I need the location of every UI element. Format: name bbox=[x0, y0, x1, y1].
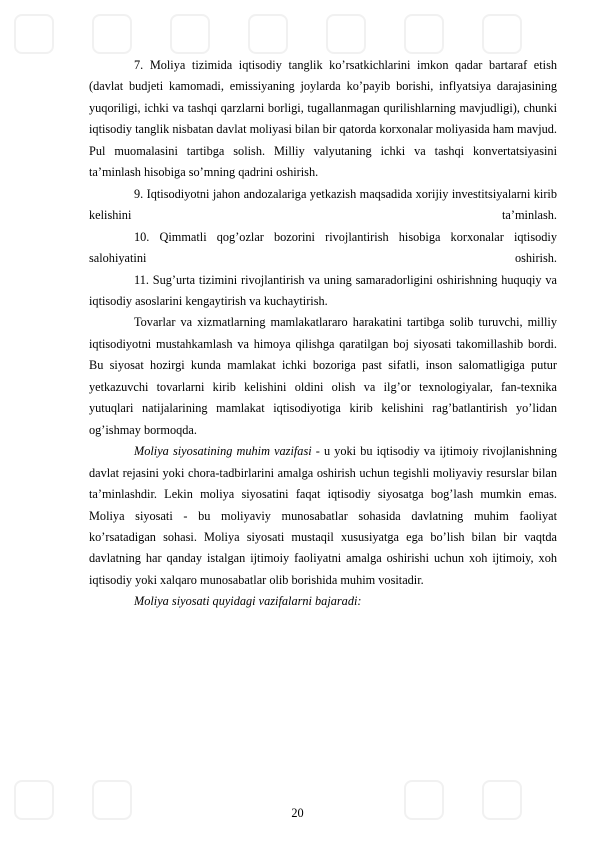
paragraph-trade-policy: Tovarlar va xizmatlarning mamlakatlararo harakatini tartibga solib turuvchi, milliy iqtisodiyotni mustahkamlash va himoya qilishga qaratilgan boj siyosati takomillashib bordi. Bu siyosat hozirgi kunda mamlakat ichki bozoriga past sifatli, inson salomatligiga putur yetkazuvchi tovarlarni kirib kelishini oldini olish va ilg’or texnologiyalar, fan-texnika yutuqlari natijalarining mamlakat iqtisodiyotiga kirib kelishini rag’batlantirish yo’lidan og’ishmay bormoqda. bbox=[89, 315, 557, 437]
page-content bbox=[89, 55, 557, 613]
watermark-mark bbox=[92, 14, 132, 54]
watermark-mark bbox=[326, 14, 366, 54]
financial-policy-term: Moliya siyosatining muhim vazifasi bbox=[134, 444, 312, 459]
paragraph-item-9: 9. Iqtisodiyotni jahon andozalariga yetkazish maqsadida xorijiy investitsiyalarni kirib kelishini ta’minlash. bbox=[89, 186, 557, 223]
paragraph-item-10: 10. Qimmatli qog’ozlar bozorini rivojlantirish hisobiga korxonalar iqtisodiy salohiyatini oshirish. bbox=[89, 229, 557, 266]
functions-heading-text: Moliya siyosati quyidagi vazifalarni bajaradi: bbox=[134, 594, 362, 609]
watermark-mark bbox=[14, 14, 54, 54]
paragraph-item-7: 7. Moliya tizimida iqtisodiy tanglik ko’rsatkichlarini imkon qadar bartaraf etish (davlat budjeti kamomadi, emissiyaning joylarda ko’payib borishi, inflyatsiya darajasining yuqoriligi, ichki va tashqi qarzlarni borligi, tugallanmagan qurilishlarning mavjudligi), chunki iqtisodiy tanglik nisbatan davlat moliyasi bilan bir qatorda korxonalar moliyasida ham mavjud. Pul muomalasini tartibga solish. Milliy valyutaning ichki va tashqi konvertatsiyasini ta’minlash hisobiga so’mning qadrini oshirish. bbox=[89, 58, 557, 180]
paragraph-functions-heading bbox=[89, 591, 557, 612]
paragraph-financial-policy bbox=[89, 441, 557, 591]
financial-policy-text: - u yoki bu iqtisodiy va ijtimoiy rivojlanishning davlat rejasini yoki chora-tadbirlarini amalga oshirish uchun tegishli moliyaviy resurslar bilan ta’minlashdir. Lekin moliya siyosatini faqat iqtisodiy siyosatga bog’lash mumkin emas. Moliya siyosati - bu moliyaviy munosabatlar sohasida davlatning muhim faoliyat ko’rsatadigan sohasi. Moliya siyosati mustaqil xususiyatga ega bo’lish bilan bir vaqtda davlatning har qanday istalgan ijtimoiy faoliyatni amalga oshirishi uchun xoh ijtimoiy, xoh iqtisodiy yoki xalqaro munosabatlar olib borishida muhim vositadir. bbox=[89, 444, 557, 587]
watermark-mark bbox=[404, 14, 444, 54]
paragraph-item-11: 11. Sug’urta tizimini rivojlantirish va uning samaradorligini oshirishning huquqiy va iqtisodiy asoslarini kengaytirish va kuchaytirish. bbox=[89, 272, 557, 308]
watermark-mark bbox=[170, 14, 210, 54]
page-number: 20 bbox=[291, 806, 304, 820]
watermark-mark bbox=[248, 14, 288, 54]
watermark-mark bbox=[482, 14, 522, 54]
